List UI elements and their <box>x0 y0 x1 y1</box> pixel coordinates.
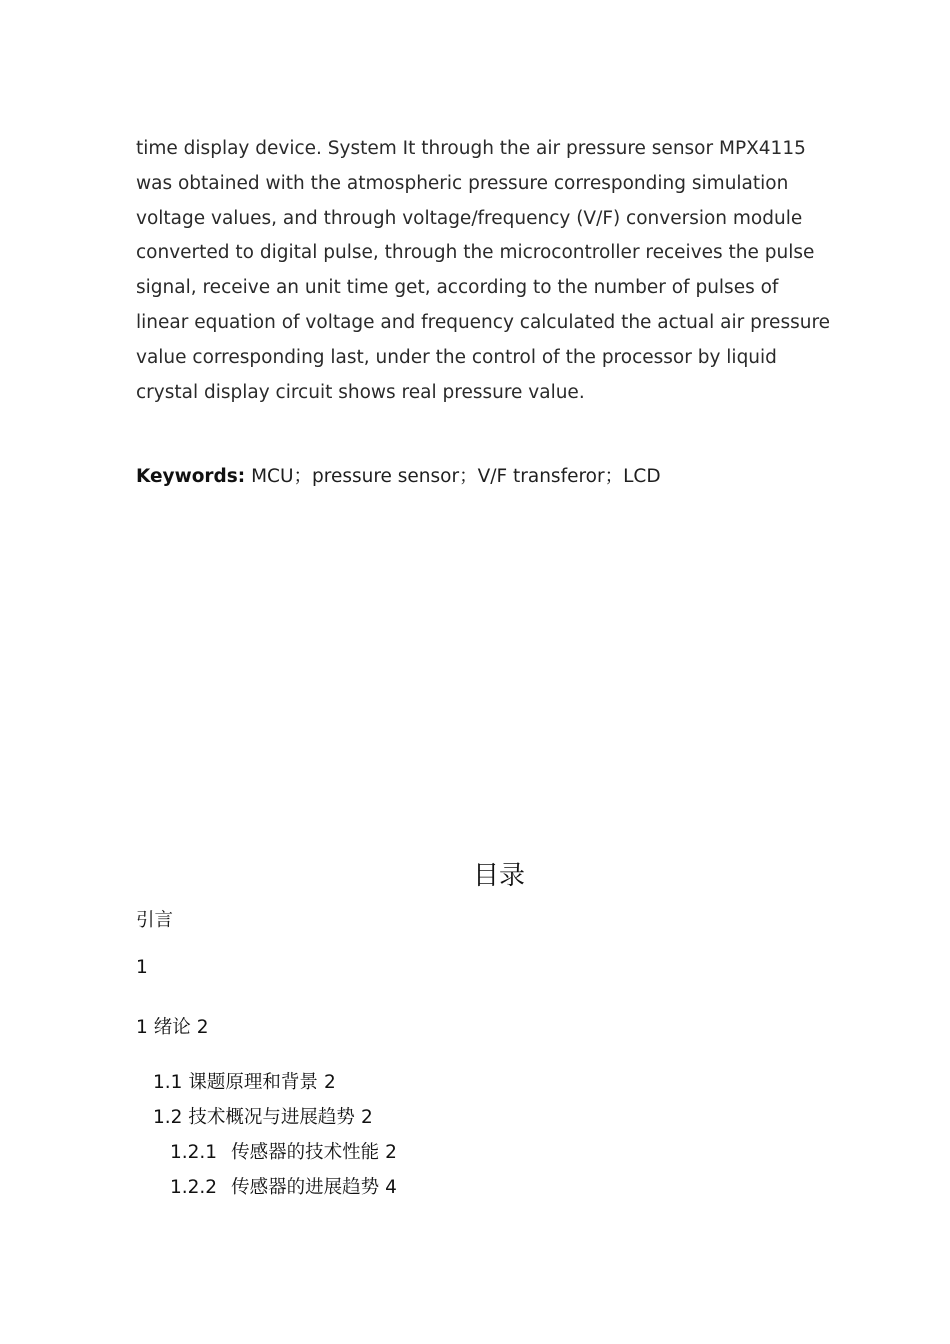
toc-entry-section-1-2-2[interactable] <box>170 1173 397 1203</box>
toc-entry-title: 绪论 <box>153 1017 191 1038</box>
toc-entry-title: 传感器的进展趋势 <box>231 1177 380 1198</box>
toc-entry-page: 2 <box>196 1017 209 1038</box>
toc-entry-number: 1.2.1 <box>170 1142 218 1163</box>
abstract-line: value corresponding last, under the control of the processor by liquid <box>136 346 777 368</box>
toc-entry-number: 1 <box>136 957 148 978</box>
toc-entry-title: 课题原理和背景 <box>188 1072 318 1093</box>
abstract-line: time display device. System It through the air pressure sensor MPX4115 <box>136 138 806 159</box>
abstract-paragraph <box>136 132 866 410</box>
toc-entry-number: 1 <box>136 1017 148 1038</box>
abstract-line: signal, receive an unit time get, according to the number of pulses of <box>136 277 779 299</box>
toc-entry-page: 4 <box>385 1177 397 1198</box>
toc-entry-title: 引言 <box>136 910 174 931</box>
abstract-line: was obtained with the atmospheric pressure corresponding simulation <box>136 172 789 194</box>
keywords-label: Keywords: <box>136 466 246 487</box>
toc-entry-number: 1.1 <box>153 1072 183 1093</box>
toc-entry-title: 技术概况与进展趋势 <box>188 1107 355 1128</box>
toc-entry-number: 1.2 <box>153 1107 183 1128</box>
toc-entry-page: 2 <box>323 1072 336 1093</box>
abstract-line: voltage values, and through voltage/frequency (V/F) conversion module <box>136 207 803 229</box>
toc-entry-page: 2 <box>360 1107 373 1128</box>
toc-entry-title: 传感器的技术性能 <box>231 1142 380 1163</box>
toc-entry-page: 2 <box>385 1142 397 1163</box>
abstract-line: crystal display circuit shows real pressure value. <box>136 381 585 403</box>
toc-entry-page-number[interactable] <box>136 953 148 983</box>
abstract-line: linear equation of voltage and frequency calculated the actual air pressure <box>136 311 831 333</box>
toc-entry-intro[interactable] <box>136 906 173 936</box>
toc-entry-section-1-2-1[interactable] <box>170 1138 397 1168</box>
toc-entry-section-1-2[interactable] <box>153 1103 373 1133</box>
toc-entry-section-1-1[interactable] <box>153 1068 336 1098</box>
keywords-text: MCU；pressure sensor；V/F transferor；LCD <box>245 466 661 487</box>
keywords-line <box>136 460 866 494</box>
toc-entry-number: 1.2.2 <box>170 1177 218 1198</box>
toc-entry-chapter-1[interactable] <box>136 1013 209 1043</box>
abstract-line: converted to digital pulse, through the microcontroller receives the pulse <box>136 242 815 264</box>
toc-title: 目录 <box>472 861 525 891</box>
